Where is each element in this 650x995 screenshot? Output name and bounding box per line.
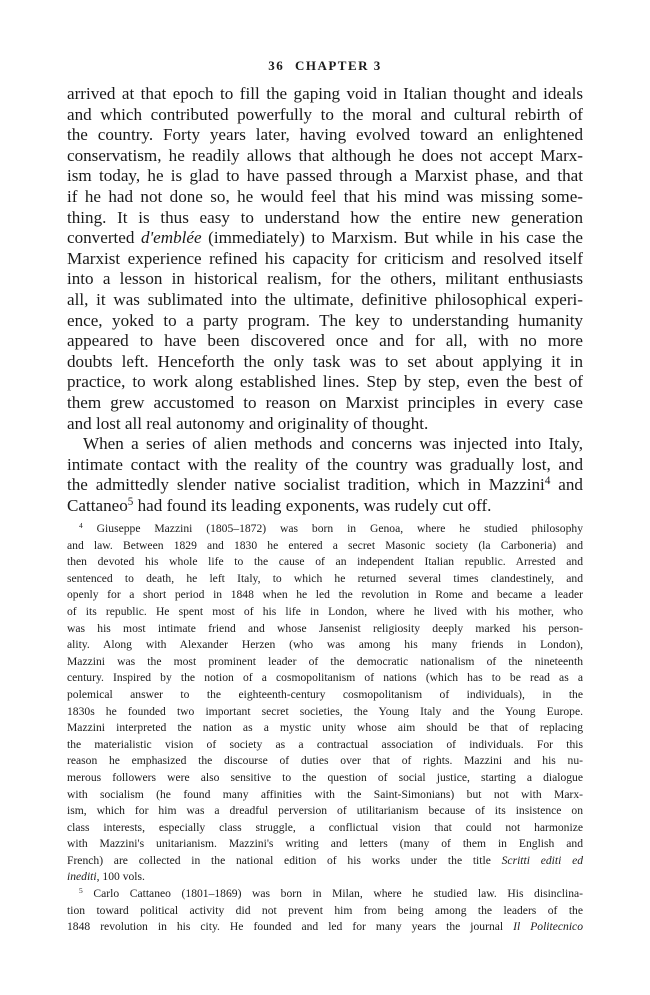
footnote-4-line [67,521,583,538]
footnote-line: century. Inspired by the notion of a cosmopolitanism of nations (which has to be read as a [67,671,583,685]
text-line: Marxist experience refined his capacity for criticism and resolved itself [67,248,583,268]
text-line: ism today, he is glad to have passed through a Marxist phase, and that [67,166,583,186]
text-fragment: (immediately) to Marxism. But while in his case the [201,228,584,248]
footnote-line: ism, which for him was a dreadful perversion of utilitarianism because of its insistence on [67,804,583,818]
footnote-line: with socialism (he found many affinities with the Saint-Simonians) but not with Marx- [67,787,583,801]
footnote-line: with Mazzini's unitarianism. Mazzini's writing and letters (many of them in English and [67,837,583,851]
footnote-line: the materialistic vision of society as a contractual association of individuals. For this [67,737,583,751]
text-line: appeared to have been discovered once and for all, with no more [67,331,583,351]
footnote-5-line [67,886,583,903]
text-fragment: Cattaneo [67,495,128,515]
footnote-ref-5[interactable]: 5 [127,495,134,508]
footnote-line: reason he emphasized the discourse of duties over that of rights. Mazzini and his nu- [67,754,583,768]
footnote-line [67,853,583,870]
text-line: arrived at that epoch to fill the gaping void in Italian thought and ideals [67,84,583,103]
footnote-text: , 100 vols. [96,870,145,884]
text-line-with-notes [67,496,583,517]
footnote-line: openly for a short period in 1848 when he led the revolution in Rome and became a leader [67,588,583,602]
footnote-text: Carlo Cattaneo (1801–1869) was born in Milan, where he studied law. His disinclina- [93,887,583,901]
footnote-marker-4: 4 [79,520,83,530]
work-title: Scritti editi ed [501,853,584,867]
footnote-line: was his most intimate friend and whose Jansenist religiosity deeply marked his person- [67,621,583,635]
text-line: When a series of alien methods and concerns was injected into Italy, [83,434,583,454]
footnote-text: French) are collected in the national edition of his works under the title [67,853,502,867]
footnote-line: Mazzini interpreted the nation as a mystic unity whose aim should be that of replacing [67,721,583,735]
text-fragment: the admittedly slender native socialist tradition, which in Mazzini [67,475,545,495]
footnote-line: Mazzini was the most prominent leader of the democratic nationalism of the nineteenth [67,654,583,668]
footnote-line: ality. Along with Alexander Herzen (who was among his many friends in London), [67,638,583,652]
text-line: and lost all real autonomy and originality of thought. [67,413,429,433]
footnote-line: then devoted his whole life to the cause of an independent Italian republic. Arrested and [67,555,583,569]
text-line: them grew accustomed to reason on Marxist principles in every case [67,392,583,412]
text-line: if he had not done so, he would feel that his mind was missing some- [67,186,583,206]
footnote-line: polemical answer to the eighteenth-century cosmopolitanism of individuals), in the [67,687,583,701]
footnote-line: tion toward political activity did not prevent him from being among the leaders of the [67,903,583,917]
footnote-line: class interests, especially class struggle, a conflictual vision that could not harmonize [67,820,583,834]
text-line: thing. It is thus easy to understand how the entire new generation [67,207,583,227]
footnote-ref-4[interactable]: 4 [544,475,551,488]
text-line: ence, yoked to a party program. The key to understanding humanity [67,310,583,330]
text-line: conservatism, he readily allows that although he does not accept Marx- [67,145,583,165]
text-fragment: had found its leading exponents, was rudely cut off. [137,495,492,515]
text-fragment: and [550,475,583,495]
footnote-line: of its republic. He spent most of his life in London, where he lived with his mother, who [67,604,583,618]
footnotes [67,521,583,936]
text-line: intimate contact with the reality of the country was gradually lost, and [67,454,583,474]
chapter-title: CHAPTER 3 [294,58,382,73]
footnote-line [67,869,583,886]
work-title: inediti [67,870,97,884]
text-line: and which contributed powerfully to the moral and cultural rebirth of [67,104,583,124]
text-line: into a lesson in historical realism, for the others, militant enthusiasts [67,269,583,289]
text-line: doubts left. Henceforth the only task was to set about applying it in [67,351,583,371]
journal-title: Il Politecnico [513,920,584,934]
footnote-text: Giuseppe Mazzini (1805–1872) was born in Genoa, where he studied philosophy [96,522,583,535]
footnote-marker-5: 5 [79,885,83,895]
text-line: practice, to work along established lines. Step by step, even the best of [67,372,583,392]
footnote-line: 1830s he founded two important secret societies, the Young Italy and the Young Europe. [67,704,583,718]
footnote-line: and law. Between 1829 and 1830 he entered a secret Masonic society (la Carboneria) and [67,538,583,552]
footnote-line [67,919,583,936]
running-header [0,58,650,74]
text-line-with-italic: converted d'emblée (immediately) to Marxism. But while in his case the [67,228,584,248]
main-text [67,84,583,516]
page-number: 36 [268,58,285,73]
italic-term: d'emblée [140,228,202,248]
text-line: all, it was sublimated into the ultimate, definitive philosophical experi- [67,289,583,309]
footnote-line: merous followers were also sensitive to the question of social justice, starting a dialogue [67,770,583,784]
text-line-with-notes [67,475,583,496]
footnote-text: 1848 revolution in his city. He founded and led for many years the journal [67,920,514,934]
text-line: the country. Forty years later, having evolved toward an enlightened [67,125,583,145]
footnote-line: sentenced to death, he left Italy, to which he returned several times clandestinely, and [67,571,583,585]
